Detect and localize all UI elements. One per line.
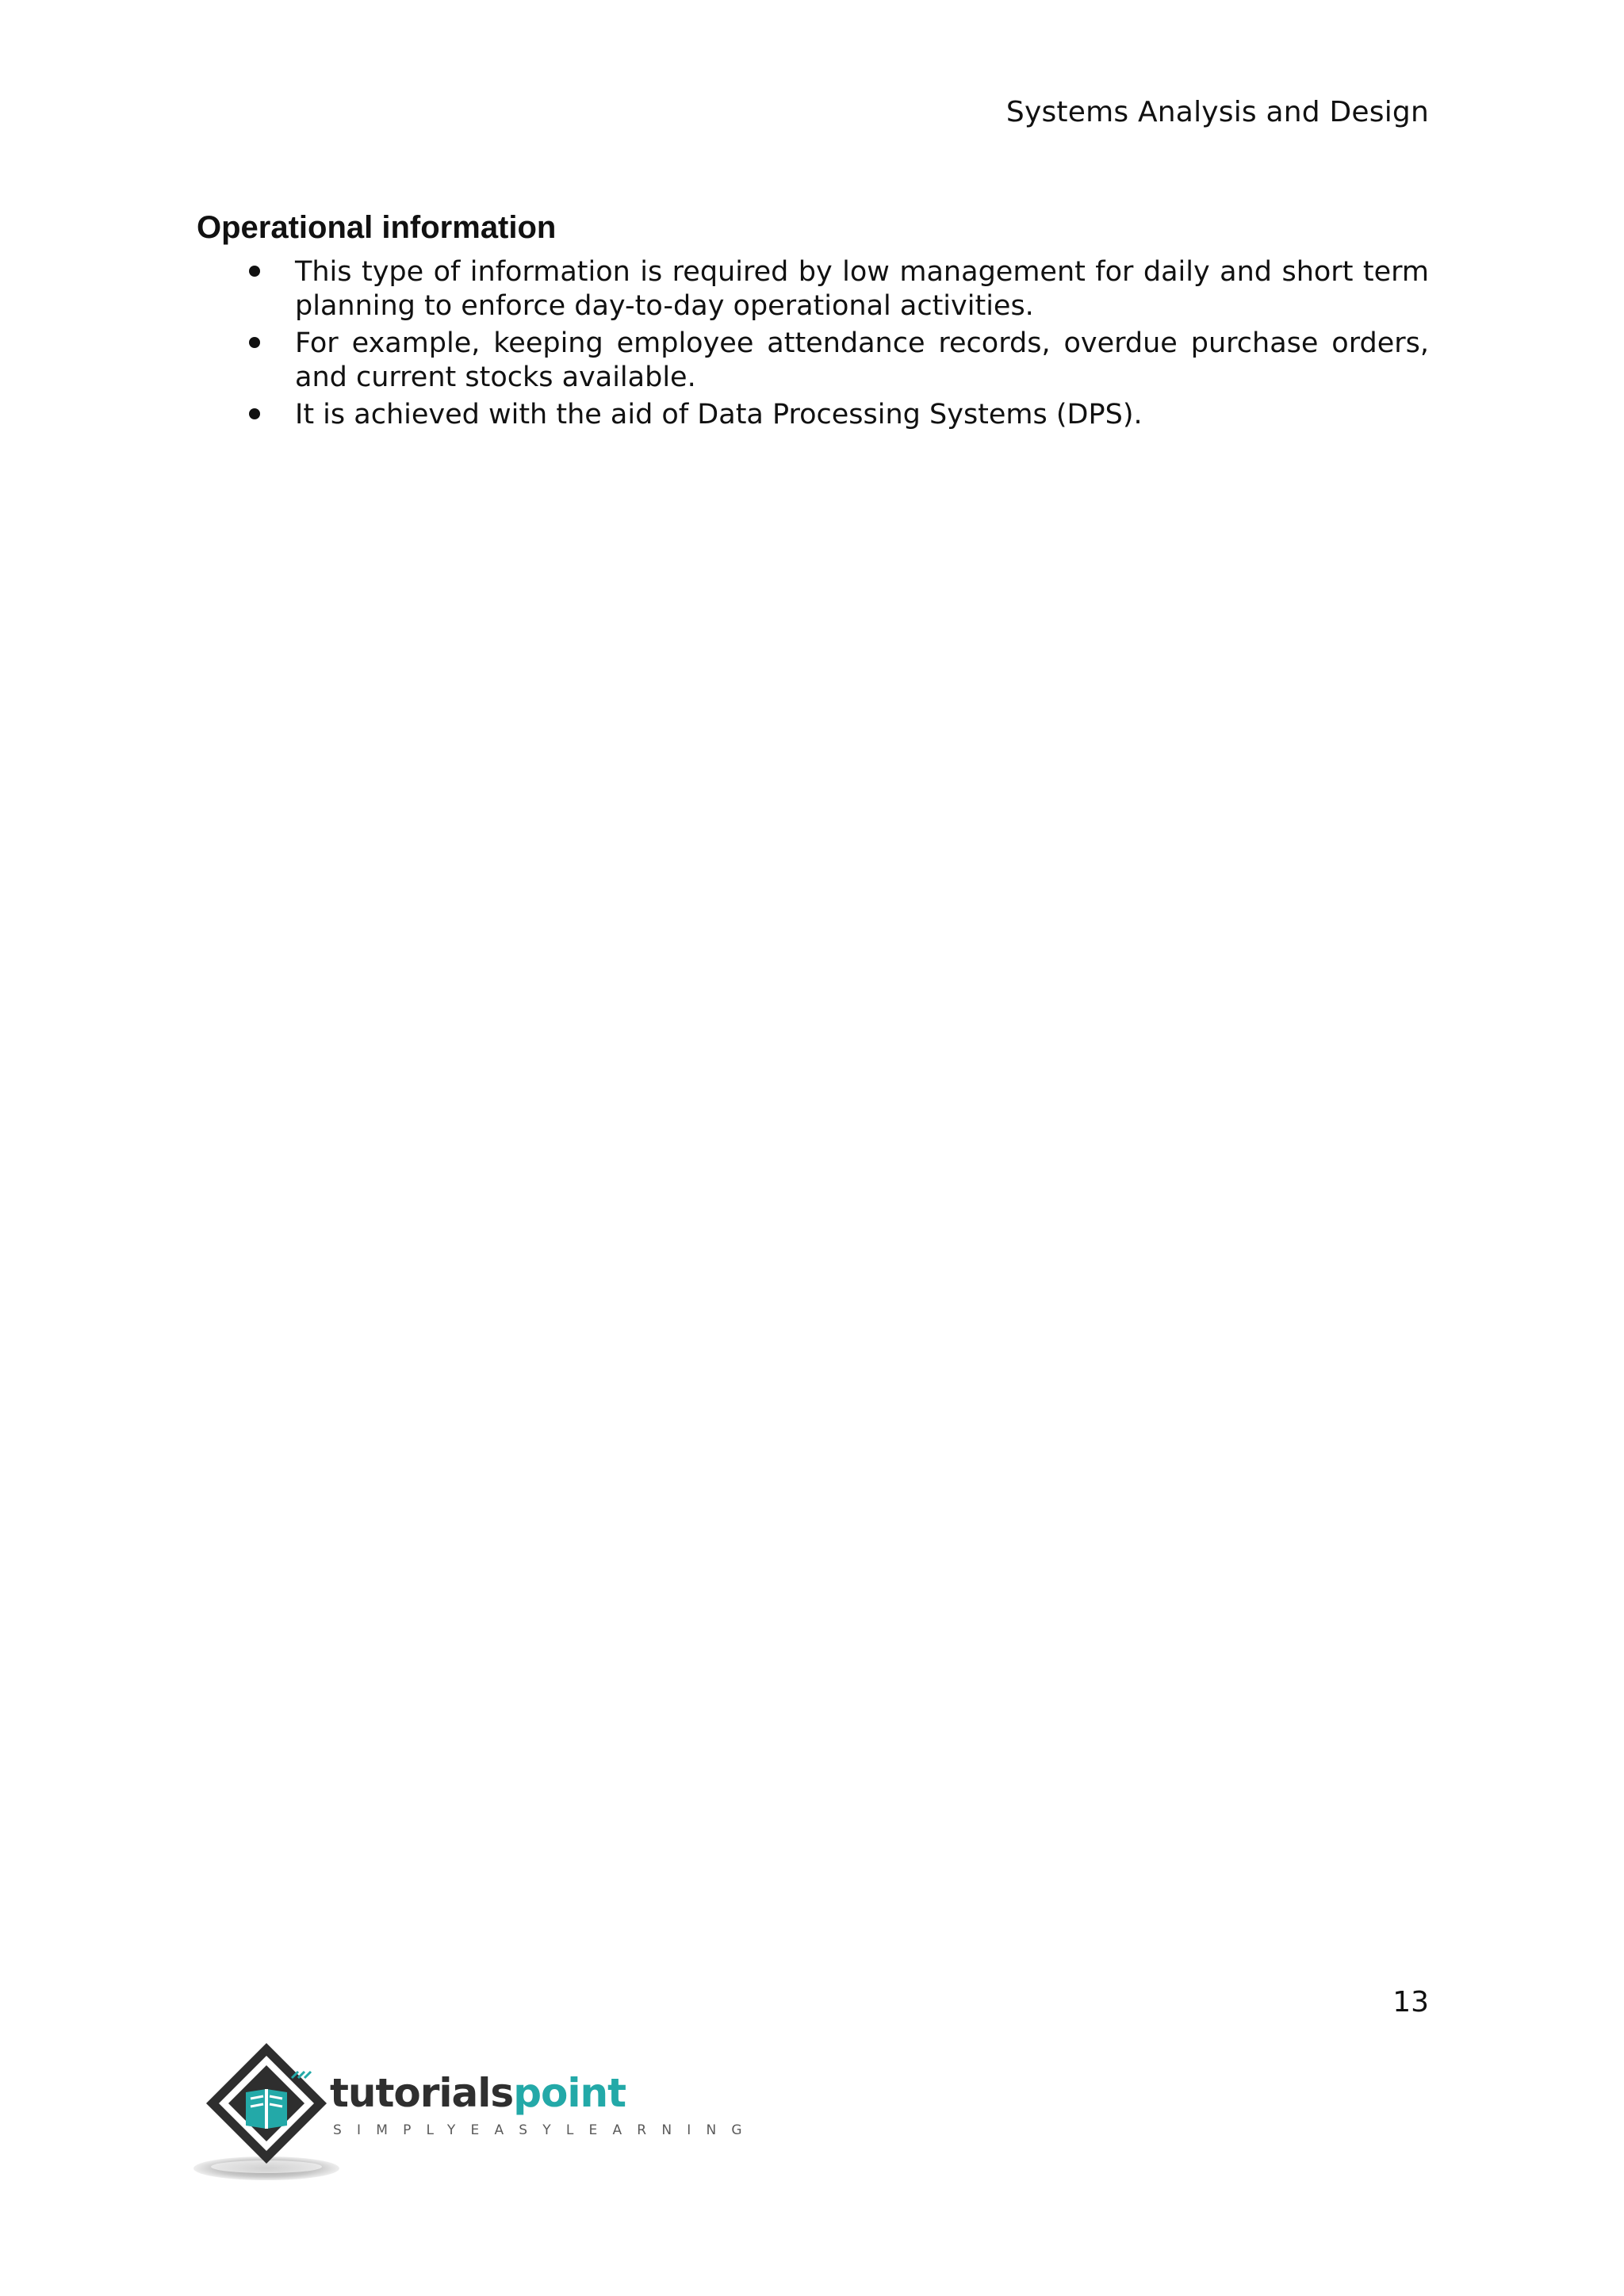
bullet-icon — [249, 266, 260, 277]
list-item-text: For example, keeping employee attendance records, overdue purchase orders, and current stocks available. — [295, 327, 1429, 393]
logo-wordmark — [330, 2069, 626, 2117]
list-item-text: This type of information is required by low management for daily and short term planning to enforce day-to-day operational activities. — [295, 256, 1429, 322]
bullet-icon — [249, 337, 260, 348]
bullet-icon — [249, 408, 260, 419]
list-item — [238, 327, 1429, 395]
running-header-title: Systems Analysis and Design — [1005, 96, 1429, 128]
logo-word-dark: tutorials — [330, 2070, 514, 2116]
logo-word-accent: point — [513, 2070, 626, 2116]
list-item — [238, 255, 1429, 323]
list-item — [238, 398, 1429, 432]
tutorialspoint-logo — [325, 2069, 757, 2149]
bullet-list — [238, 255, 1429, 435]
list-item-text: It is achieved with the aid of Data Processing Systems (DPS). — [295, 399, 1143, 430]
page-number: 13 — [1392, 1986, 1429, 2019]
logo-tagline: SIMPLYEASYLEARNING — [333, 2122, 757, 2138]
section-heading: Operational information — [197, 210, 557, 245]
